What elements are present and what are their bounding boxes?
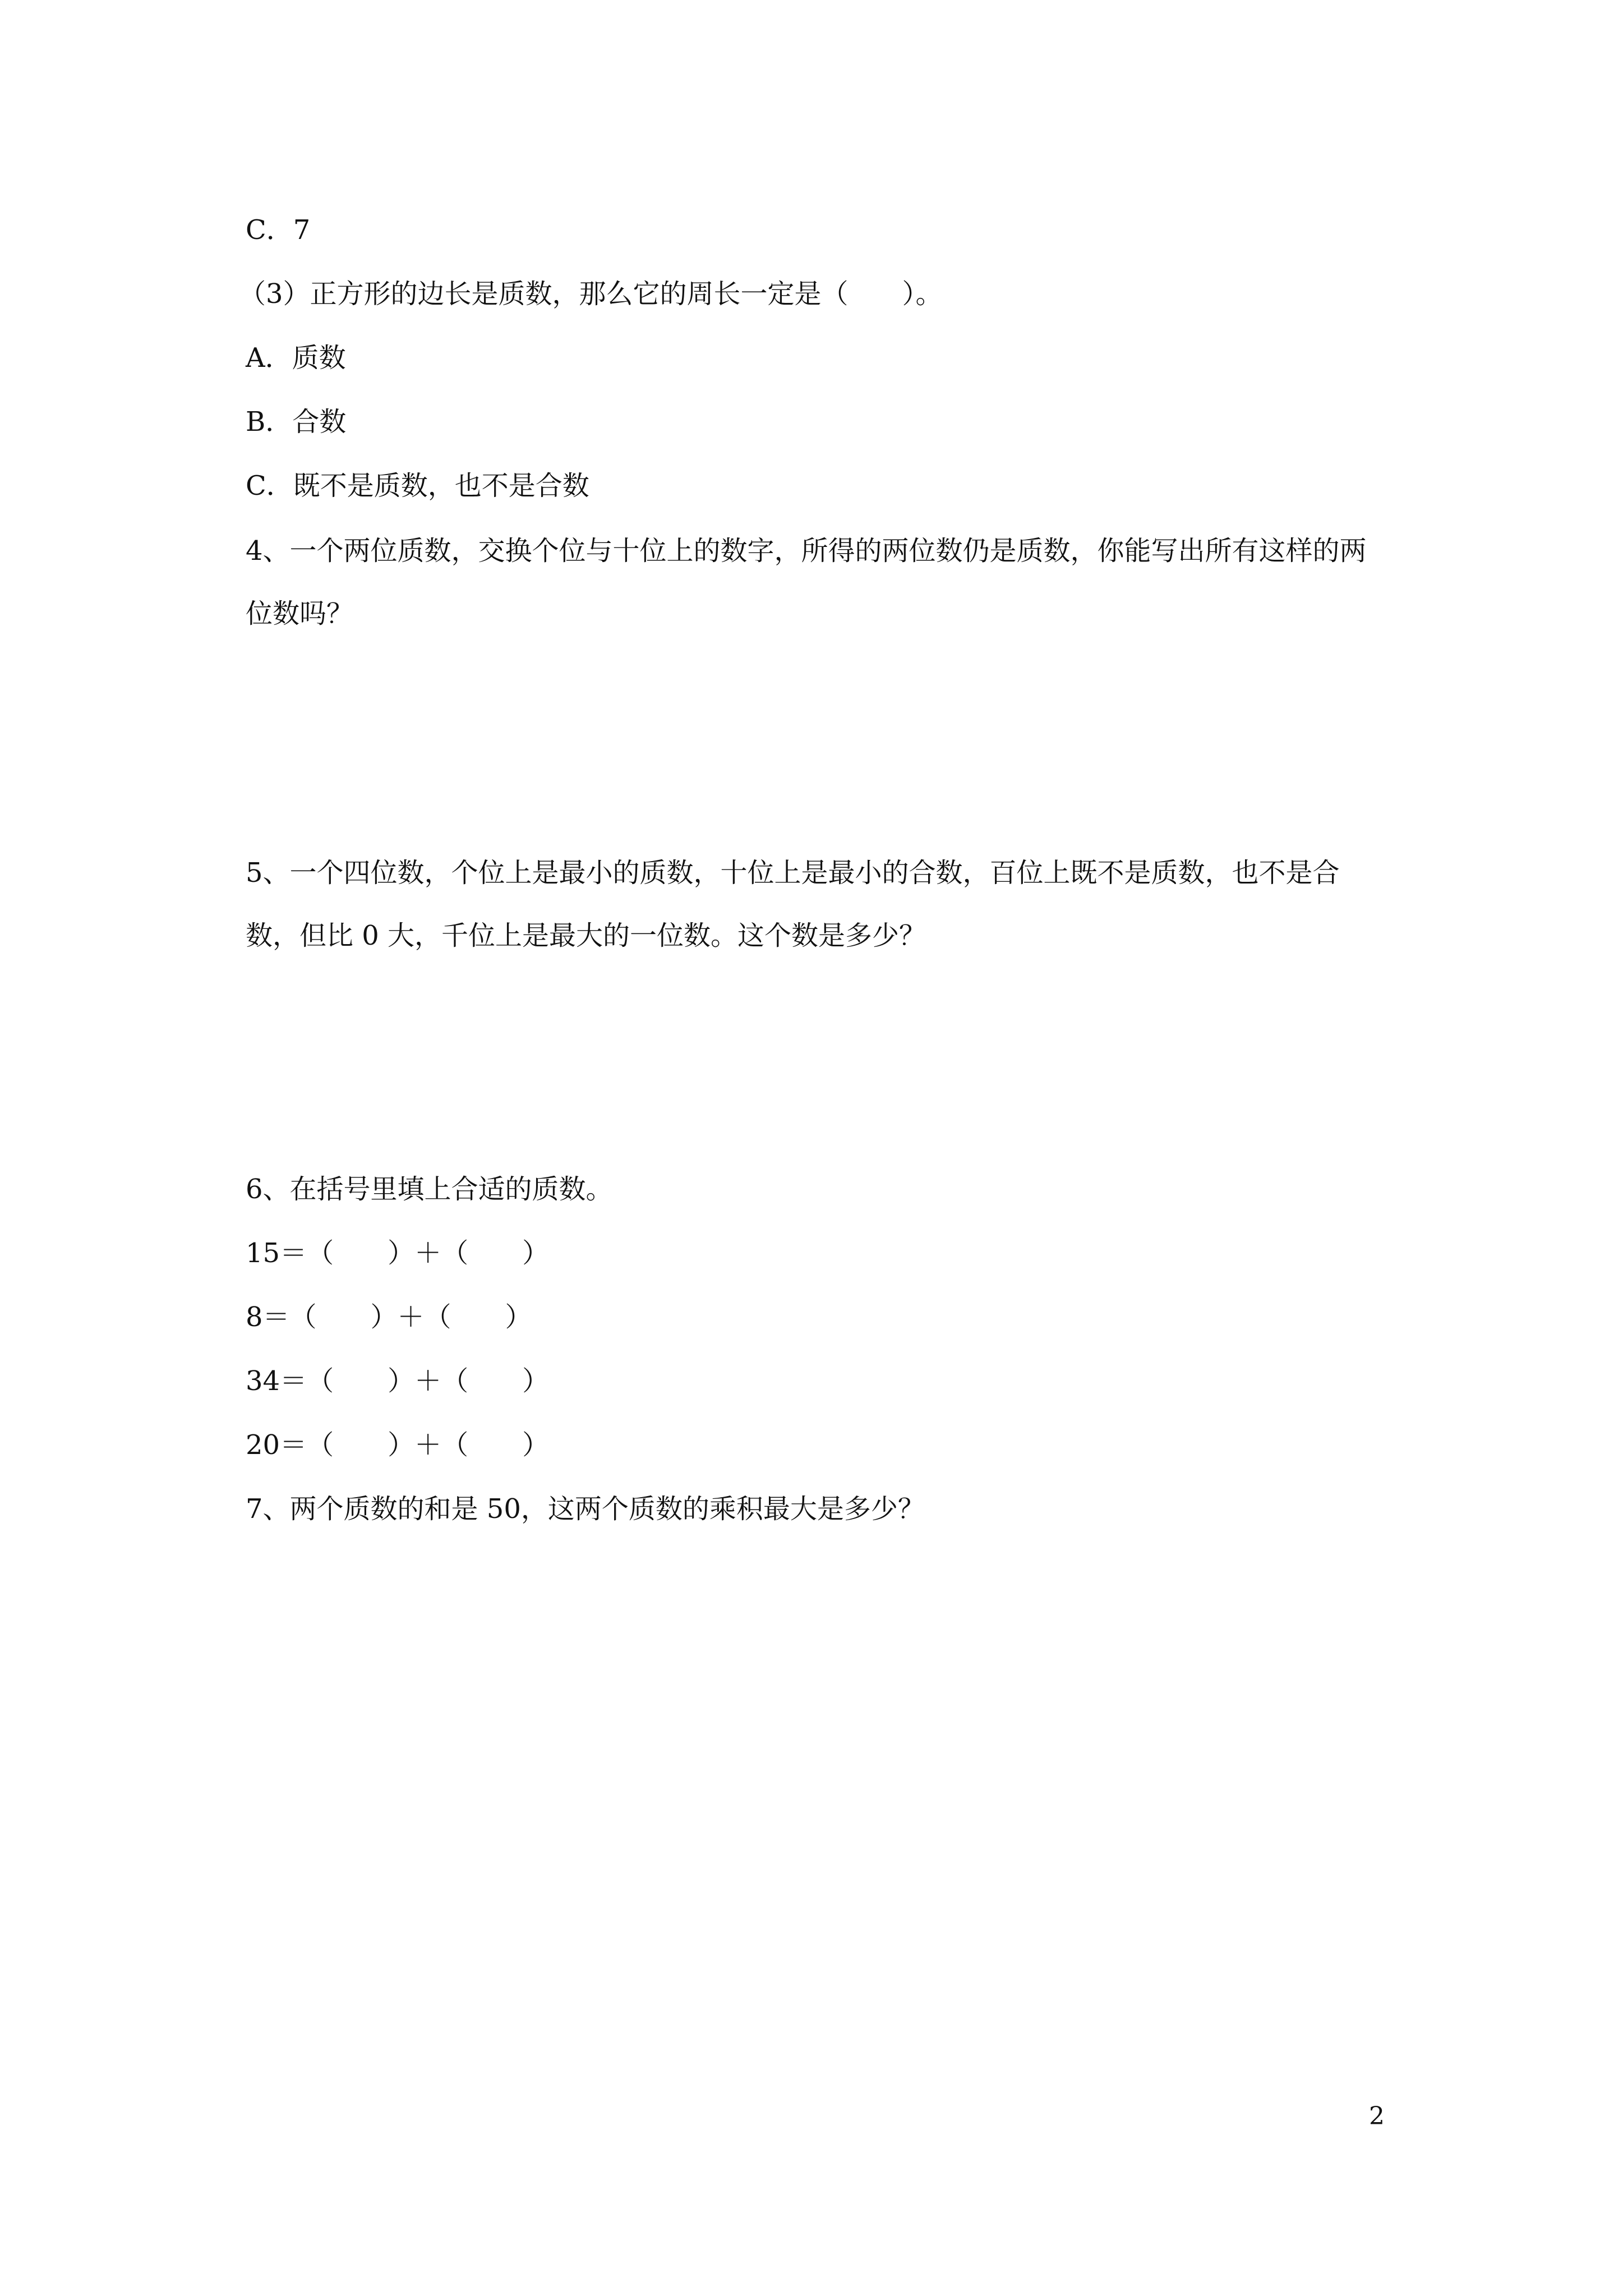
question-7: 7、两个质数的和是 50，这两个质数的乘积最大是多少？ [246,1493,925,1525]
option-c-neither: C．既不是质数，也不是合数 [246,470,589,501]
question-5: 5、一个四位数，个位上是最小的质数，十位上是最小的合数，百位上既不是质数，也不是合数，但比 0 大，千位上是最大的一位数。这个数是多少？ [246,857,1340,951]
page-number: 2 [1369,2102,1385,2131]
option-b-composite: B．合数 [246,406,347,438]
question-6: 6、在括号里填上合适的质数。 [246,1174,613,1205]
option-c-7: C．7 [246,214,311,246]
equation-34: 34＝（ ）＋（ ） [246,1365,550,1397]
option-a-prime: A．质数 [246,342,346,374]
equation-8: 8＝（ ）＋（ ） [246,1301,532,1333]
question-4: 4、一个两位质数，交换个位与十位上的数字，所得的两位数仍是质数，你能写出所有这样的两位数吗？ [246,535,1367,629]
equation-15: 15＝（ ）＋（ ） [246,1237,550,1269]
question-3-subpart: （3）正方形的边长是质数，那么它的周长一定是（ ）。 [239,278,943,310]
equation-20: 20＝（ ）＋（ ） [246,1429,550,1461]
